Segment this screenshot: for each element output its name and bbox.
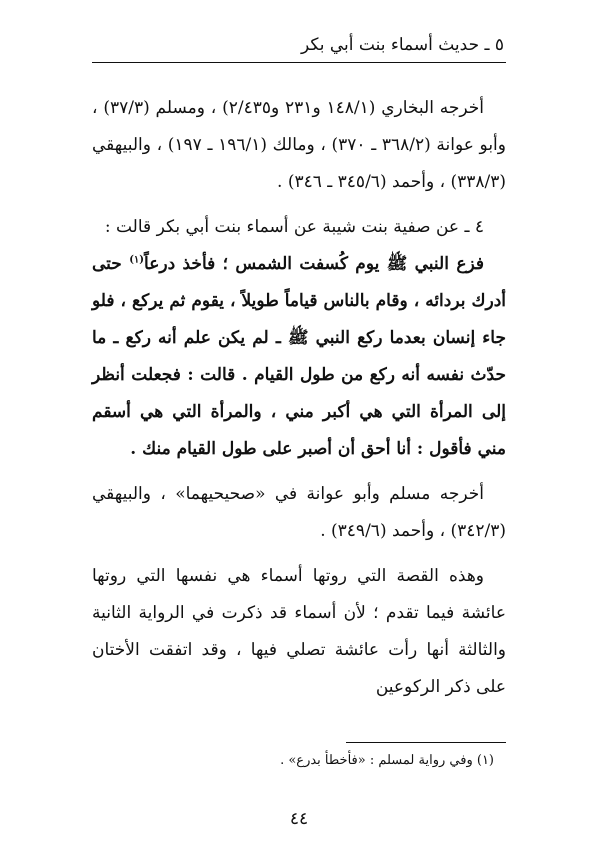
hadith-text-after-note: حتى أدرك بردائه ، وقام بالناس قياماً طويلاً ، يقوم ثم يركع ، فلو جاء إنسان بعدما ركع النبي ﷺ ـ لم يكن علم أنه ركع ـ ما حدّث نفسه أنه ركع من طول القيام . قالت : فجعلت أنظر إلى المرأة التي هي أكبر مني ، والمرأة التي هي أسقم مني فأقول : أنا أحق أن أصبر على طول القيام منك . — [92, 254, 506, 459]
hadith-text-paragraph — [92, 246, 506, 468]
footnote-marker: (١) — [129, 254, 145, 266]
commentary-paragraph: وهذه القصة التي روتها أسماء هي نفسها التي روتها عائشة فيما تقدم ؛ لأن أسماء قد ذكرت في الرواية الثانية والثالثة أنها رأت عائشة تصلي فيها ، وقد اتفقت الأختان على ذكر الركوعين — [92, 566, 506, 697]
footnote-rule — [346, 742, 506, 743]
hadith-text-before-note: فزع النبي ﷺ يوم كُسفت الشمس ؛ فأخذ درعاً — [144, 254, 484, 274]
hadith-intro-paragraph: ٤ ـ عن صفية بنت شيبة عن أسماء بنت أبي بكر قالت : — [104, 217, 484, 237]
header-rule — [92, 62, 506, 63]
paragraph-gap — [92, 550, 506, 558]
page-body — [92, 90, 506, 706]
paragraph-gap — [92, 201, 506, 209]
footnote-text: (١) وفي رواية لمسلم : «فأخطأ بدرع» . — [280, 753, 494, 768]
page-number: ٤٤ — [289, 809, 309, 829]
takhrij-paragraph-1: أخرجه البخاري (١٤٨/١ و٢٣١ و٢/٤٣٥) ، ومسلم (٣٧/٣) ، وأبو عوانة (٣٦٨/٢ ـ ٣٧٠) ، ومالك (١٩٦/١ ـ ١٩٧) ، والبيهقي (٣٣٨/٣) ، وأحمد (٣٤٥/٦ ـ ٣٤٦) . — [92, 98, 506, 192]
paragraph-gap — [92, 468, 506, 476]
takhrij-paragraph-2: أخرجه مسلم وأبو عوانة في «صحيحيهما» ، والبيهقي (٣٤٢/٣) ، وأحمد (٣٤٩/٦) . — [92, 484, 506, 541]
running-header-title: ٥ ـ حديث أسماء بنت أبي بكر — [300, 35, 504, 55]
